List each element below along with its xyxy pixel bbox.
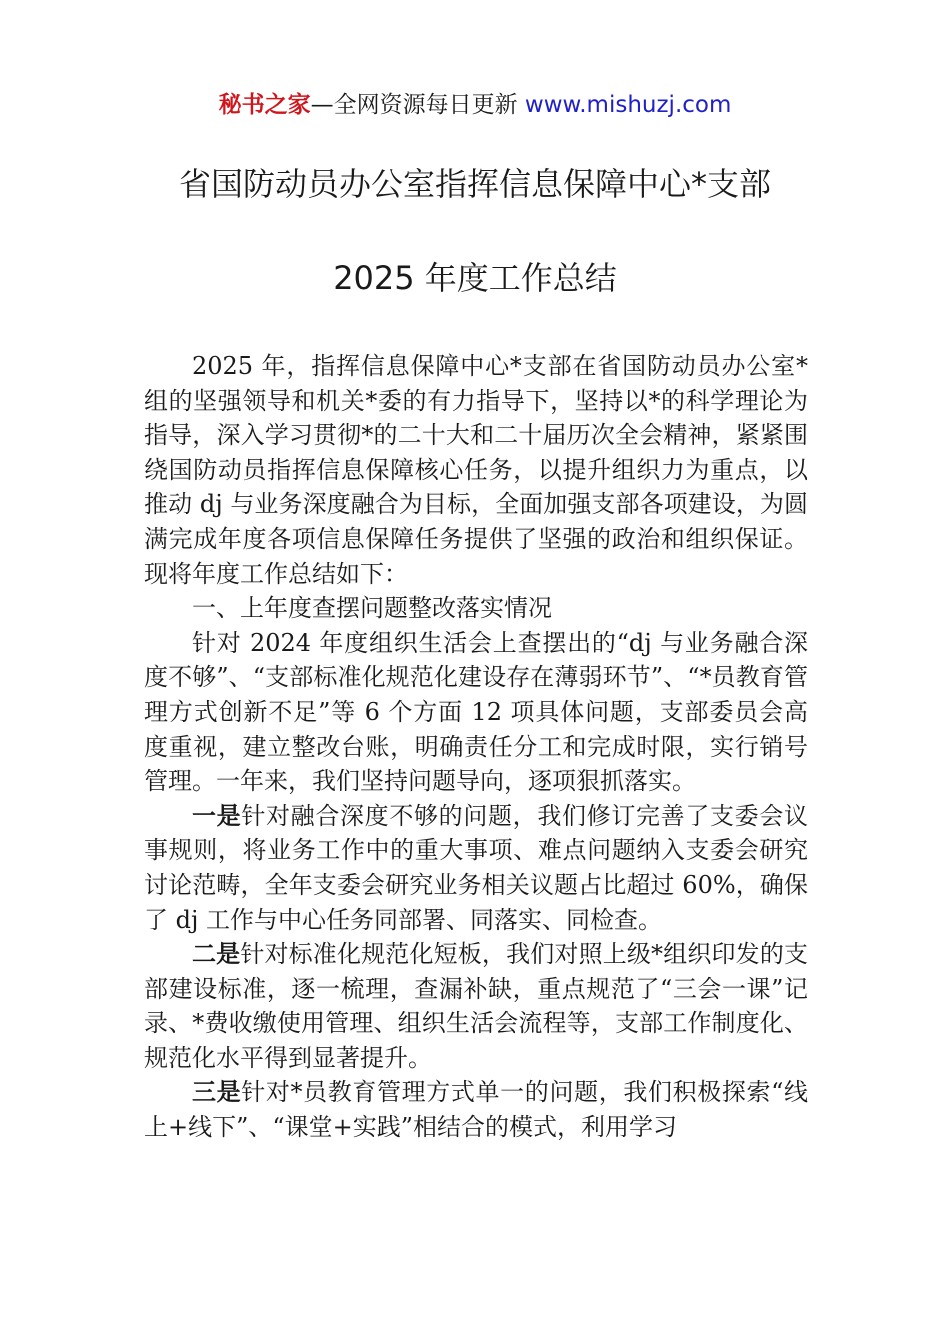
point-paragraph-1	[144, 799, 808, 937]
point-text-1: 针对融合深度不够的问题，我们修订完善了支委会议事规则，将业务工作中的重大事项、难点问题纳入支委会研究讨论范畴，全年支委会研究业务相关议题占比超过 60%，确保了 dj 工作与中心任务同部署、同落实、同检查。	[144, 801, 809, 934]
intro-paragraph: 2025 年，指挥信息保障中心*支部在省国防动员办公室*组的坚强领导和机关*委的有力指导下，坚持以*的科学理论为指导，深入学习贯彻*的二十大和二十届历次全会精神，紧紧围绕国防动员指挥信息保障核心任务，以提升组织力为重点，以推动 dj 与业务深度融合为目标，全面加强支部各项建设，为圆满完成年度各项信息保障任务提供了坚强的政治和组织保证。现将年度工作总结如下：	[144, 352, 808, 588]
point-paragraph-2	[144, 937, 808, 1075]
document-body	[144, 349, 808, 1145]
point-lead-1: 一是	[192, 801, 242, 830]
header-tagline: —全网资源每日更新	[310, 92, 525, 118]
point-paragraph-3	[144, 1075, 808, 1144]
point-lead-3: 三是	[192, 1078, 242, 1107]
site-header	[0, 88, 950, 122]
brand-name: 秘书之家	[218, 92, 311, 118]
point-text-2: 针对标准化规范化短板，我们对照上级*组织印发的支部建设标准，逐一梳理，查漏补缺，重点规范了“三会一课”记录、*费收缴使用管理、组织生活会流程等，支部工作制度化、规范化水平得到显著提升。	[144, 940, 809, 1072]
point-text-3: 针对*员教育管理方式单一的问题，我们积极探索“线上+线下”、“课堂+实践”相结合的模式，利用学习	[144, 1078, 808, 1142]
point-lead-2: 二是	[192, 940, 241, 969]
section-heading: 一、上年度查摆问题整改落实情况	[192, 594, 552, 623]
document-title-line-2: 2025 年度工作总结	[333, 259, 617, 297]
site-url-link[interactable]: www.mishuzj.com	[524, 92, 732, 118]
document-title-line-1: 省国防动员办公室指挥信息保障中心*支部	[178, 165, 771, 203]
section-paragraph: 针对 2024 年度组织生活会上查摆出的“dj 与业务融合深度不够”、“支部标准化规范化建设存在薄弱环节”、“*员教育管理方式创新不足”等 6 个方面 12 项具体问题，支部委员会高度重视，建立整改台账，明确责任分工和完成时限，实行销号管理。一年来，我们坚持问题导向，逐项狠抓落实。	[144, 628, 808, 796]
